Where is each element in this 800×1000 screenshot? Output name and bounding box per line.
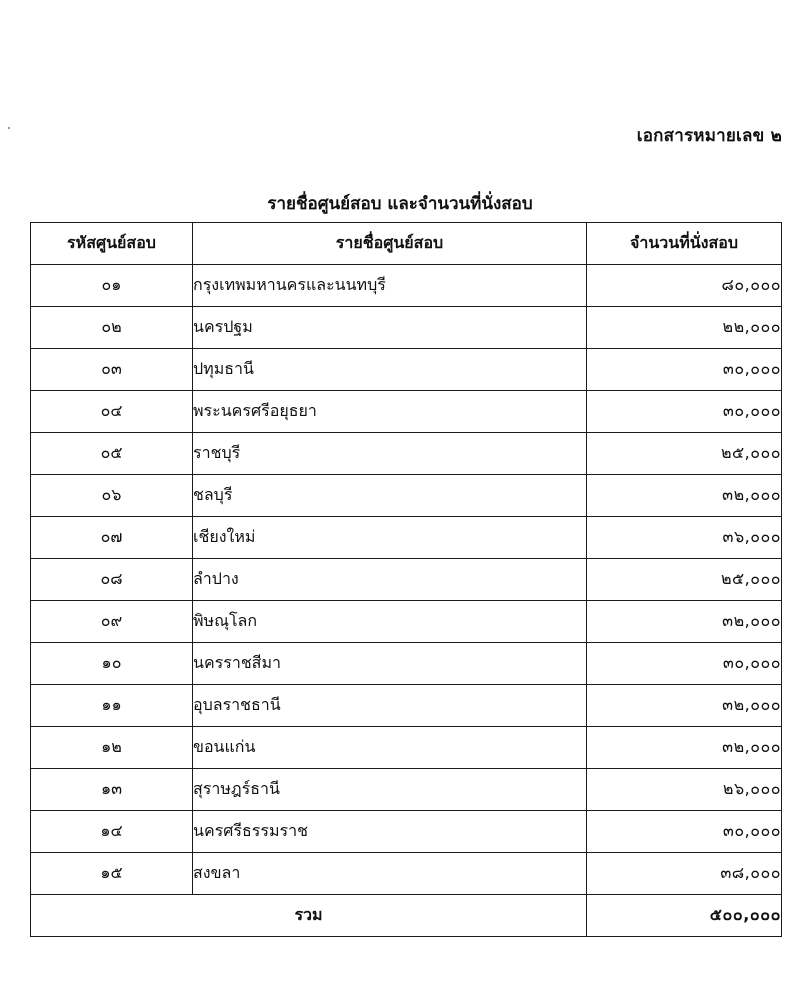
scan-speck	[8, 127, 10, 129]
center-name: สงขลา	[193, 853, 587, 895]
seat-count: ๒๕,๐๐๐	[587, 559, 782, 601]
header-seat-count: จำนวนที่นั่งสอบ	[587, 223, 782, 265]
center-code: ๑๐	[31, 643, 193, 685]
center-code: ๑๒	[31, 727, 193, 769]
center-code: ๑๕	[31, 853, 193, 895]
seat-count: ๓๐,๐๐๐	[587, 643, 782, 685]
seat-count: ๓๒,๐๐๐	[587, 475, 782, 517]
center-code: ๑๑	[31, 685, 193, 727]
total-label: รวม	[31, 895, 587, 937]
center-name: ชลบุรี	[193, 475, 587, 517]
seat-count: ๓๘,๐๐๐	[587, 853, 782, 895]
table-row	[31, 391, 782, 433]
seat-count: ๓๐,๐๐๐	[587, 391, 782, 433]
table-row	[31, 601, 782, 643]
seat-count: ๓๒,๐๐๐	[587, 685, 782, 727]
exam-center-table	[30, 222, 782, 937]
center-code: ๑๓	[31, 769, 193, 811]
center-code: ๐๘	[31, 559, 193, 601]
center-name: ราชบุรี	[193, 433, 587, 475]
center-name: ปทุมธานี	[193, 349, 587, 391]
center-name: ขอนแก่น	[193, 727, 587, 769]
seat-count: ๓๒,๐๐๐	[587, 727, 782, 769]
seat-count: ๓๐,๐๐๐	[587, 349, 782, 391]
table-row	[31, 769, 782, 811]
center-code: ๐๖	[31, 475, 193, 517]
table-row	[31, 811, 782, 853]
center-code: ๐๙	[31, 601, 193, 643]
seat-count: ๒๒,๐๐๐	[587, 307, 782, 349]
table-row	[31, 265, 782, 307]
center-code: ๐๕	[31, 433, 193, 475]
center-code: ๐๓	[31, 349, 193, 391]
header-center-name: รายชื่อศูนย์สอบ	[193, 223, 587, 265]
seat-count: ๘๐,๐๐๐	[587, 265, 782, 307]
table-row	[31, 685, 782, 727]
table-row	[31, 559, 782, 601]
table-row	[31, 349, 782, 391]
header-center-code: รหัสศูนย์สอบ	[31, 223, 193, 265]
document-reference: เอกสารหมายเลข ๒	[636, 126, 782, 146]
center-name: นครปฐม	[193, 307, 587, 349]
total-row	[31, 895, 782, 937]
seat-count: ๒๕,๐๐๐	[587, 433, 782, 475]
center-name: สุราษฎร์ธานี	[193, 769, 587, 811]
center-code: ๐๔	[31, 391, 193, 433]
table-row	[31, 643, 782, 685]
seat-count: ๓๒,๐๐๐	[587, 601, 782, 643]
table-header-row	[31, 223, 782, 265]
center-name: พิษณุโลก	[193, 601, 587, 643]
seat-count: ๒๖,๐๐๐	[587, 769, 782, 811]
center-name: อุบลราชธานี	[193, 685, 587, 727]
center-name: ลำปาง	[193, 559, 587, 601]
table-row	[31, 727, 782, 769]
total-seat-count: ๕๐๐,๐๐๐	[587, 895, 782, 937]
center-code: ๑๔	[31, 811, 193, 853]
center-name: พระนครศรีอยุธยา	[193, 391, 587, 433]
table-row	[31, 517, 782, 559]
table-row	[31, 475, 782, 517]
center-name: กรุงเทพมหานครและนนทบุรี	[193, 265, 587, 307]
table-row	[31, 307, 782, 349]
table-title: รายชื่อศูนย์สอบ และจำนวนที่นั่งสอบ	[267, 194, 533, 214]
center-name: นครราชสีมา	[193, 643, 587, 685]
center-code: ๐๒	[31, 307, 193, 349]
seat-count: ๓๖,๐๐๐	[587, 517, 782, 559]
center-code: ๐๑	[31, 265, 193, 307]
table-row	[31, 433, 782, 475]
center-name: เชียงใหม่	[193, 517, 587, 559]
seat-count: ๓๐,๐๐๐	[587, 811, 782, 853]
center-code: ๐๗	[31, 517, 193, 559]
center-name: นครศรีธรรมราช	[193, 811, 587, 853]
table-row	[31, 853, 782, 895]
